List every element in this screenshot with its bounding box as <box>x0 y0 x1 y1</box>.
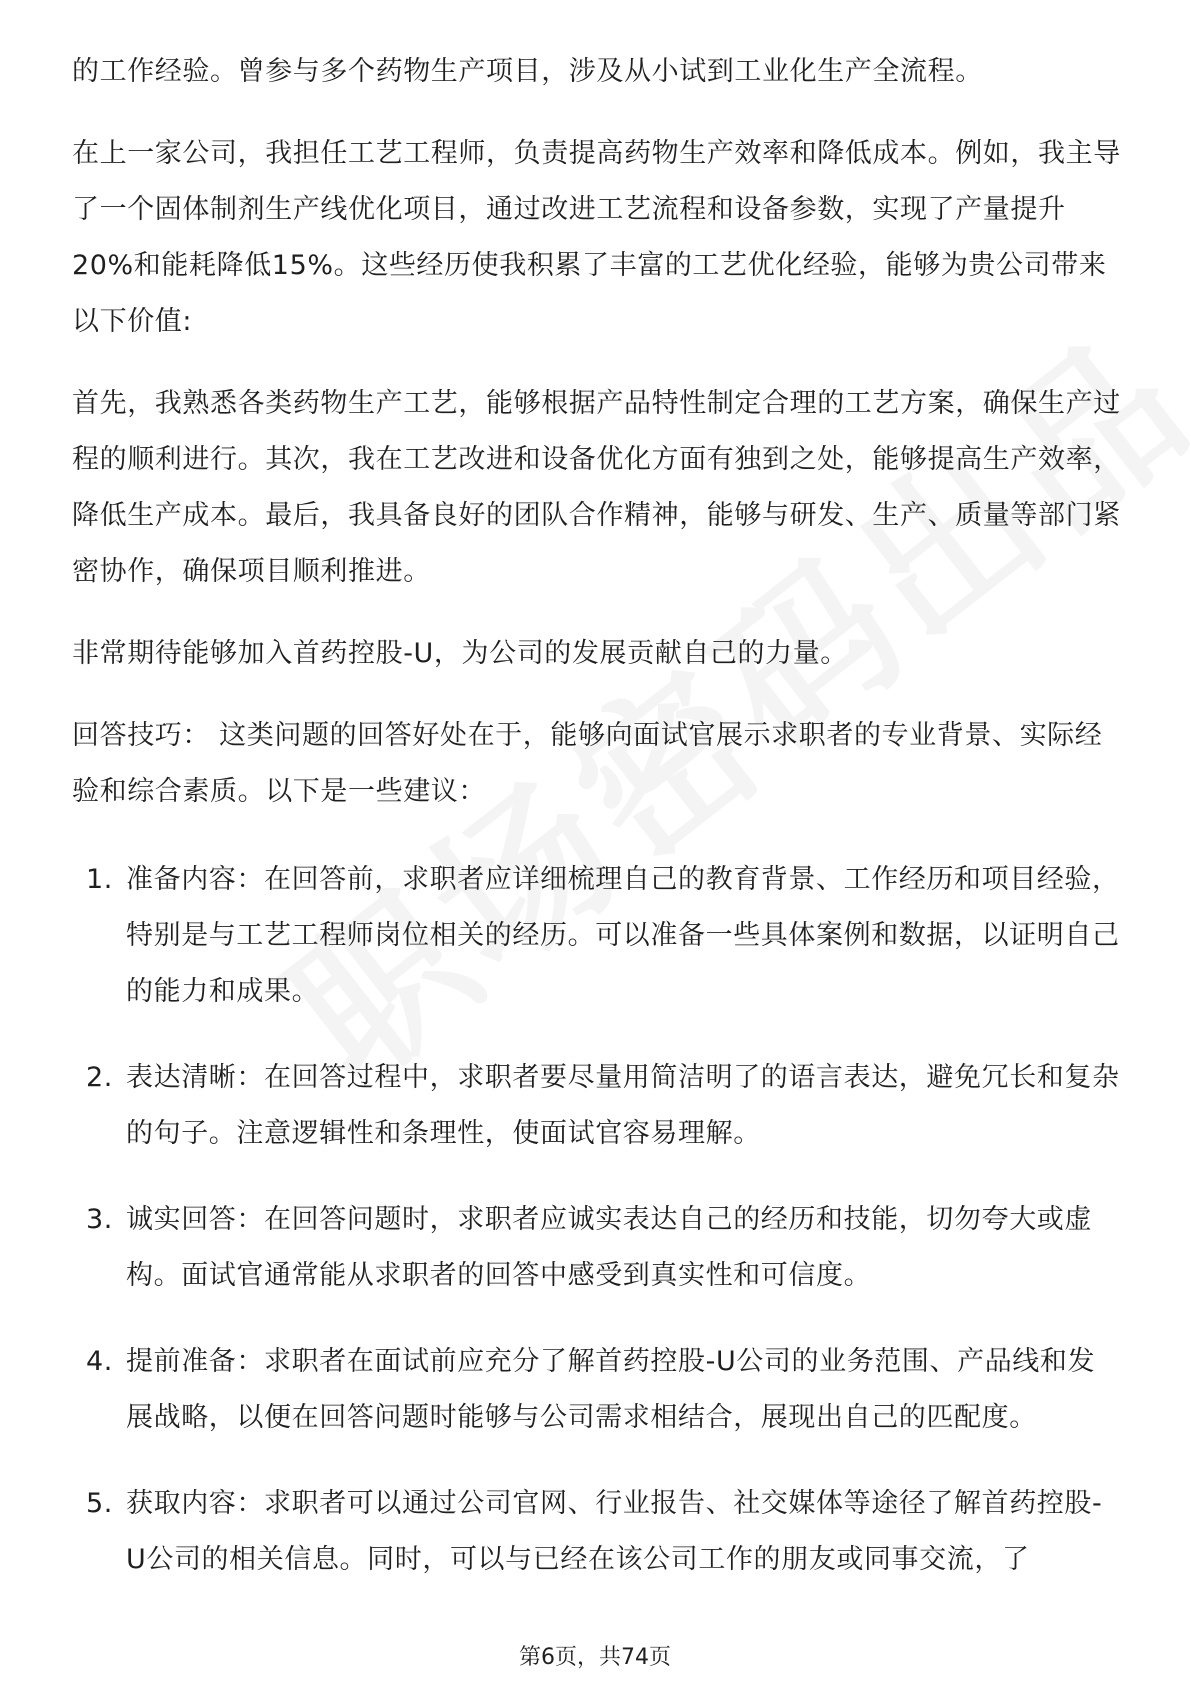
paragraph-previous-company: 在上一家公司，我担任工艺工程师，负责提高药物生产效率和降低成本。例如，我主导了一个固体制剂生产线优化项目，通过改进工艺流程和设备参数，实现了产量提升20%和能耗降低15%。这些经历使我积累了丰富的工艺优化经验，能够为贵公司带来以下价值: <box>72 138 1121 337</box>
list-item <box>72 852 1122 1020</box>
tips-list <box>72 852 1122 1588</box>
list-item-text: 表达清晰：在回答过程中，求职者要尽量用简洁明了的语言表达，避免冗长和复杂的句子。注意逻辑性和条理性，使面试官容易理解。 <box>126 1062 1120 1149</box>
paragraph-continuation: 的工作经验。曾参与多个药物生产项目，涉及从小试到工业化生产全流程。 <box>72 56 983 87</box>
paragraph-closing: 非常期待能够加入首药控股-U，为公司的发展贡献自己的力量。 <box>72 638 848 669</box>
list-item-text: 获取内容：求职者可以通过公司官网、行业报告、社交媒体等途径了解首药控股-U公司的相关信息。同时，可以与已经在该公司工作的朋友或同事交流，了 <box>126 1488 1103 1575</box>
list-number: 4. <box>86 1346 113 1377</box>
list-item <box>72 1334 1122 1446</box>
list-item-text: 诚实回答：在回答问题时，求职者应诚实表达自己的经历和技能，切勿夸大或虚构。面试官通常能从求职者的回答中感受到真实性和可信度。 <box>126 1204 1092 1291</box>
list-number: 1. <box>86 864 113 895</box>
document-body <box>72 44 1122 1618</box>
page-number: 第6页，共74页 <box>519 1645 671 1670</box>
list-item <box>72 1476 1122 1588</box>
list-item-text: 准备内容：在回答前，求职者应详细梳理自己的教育背景、工作经历和项目经验，特别是与工艺工程师岗位相关的经历。可以准备一些具体案例和数据，以证明自己的能力和成果。 <box>126 864 1120 1007</box>
list-number: 3. <box>86 1204 113 1235</box>
paragraph-value: 首先，我熟悉各类药物生产工艺，能够根据产品特性制定合理的工艺方案，确保生产过程的顺利进行。其次，我在工艺改进和设备优化方面有独到之处，能够提高生产效率，降低生产成本。最后，我具备良好的团队合作精神，能够与研发、生产、质量等部门紧密协作，确保项目顺利推进。 <box>72 388 1121 587</box>
list-item-text: 提前准备：求职者在面试前应充分了解首药控股-U公司的业务范围、产品线和发展战略，以便在回答问题时能够与公司需求相结合，展现出自己的匹配度。 <box>126 1346 1096 1433</box>
list-item <box>72 1192 1122 1304</box>
list-number: 2. <box>86 1062 113 1093</box>
list-number: 5. <box>86 1488 113 1519</box>
list-item <box>72 1050 1122 1162</box>
paragraph-answer-tips: 回答技巧： 这类问题的回答好处在于，能够向面试官展示求职者的专业背景、实际经验和综合素质。以下是一些建议： <box>72 720 1103 807</box>
